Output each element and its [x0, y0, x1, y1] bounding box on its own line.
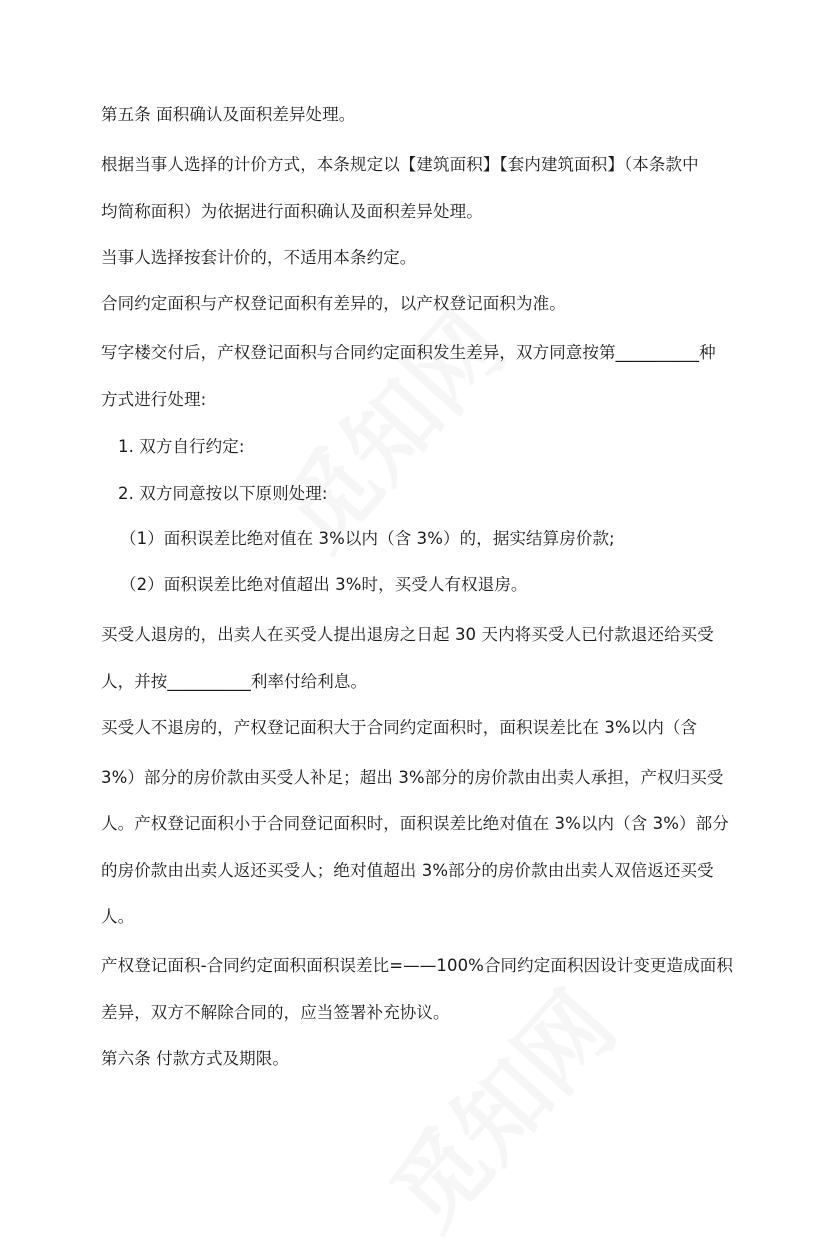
paragraph-line: 均简称面积）为依据进行面积确认及面积差异处理。: [101, 202, 483, 221]
paragraph-line: 人。产权登记面积小于合同登记面积时，面积误差比绝对值在 3%以内（含 3%）部分: [101, 814, 729, 833]
paragraph-line: 根据当事人选择的计价方式，本条规定以【建筑面积】【套内建筑面积】（本条款中: [101, 155, 699, 174]
article-6-heading: 第六条 付款方式及期限。: [101, 1049, 289, 1068]
paragraph-line: 产权登记面积-合同约定面积面积误差比=——100%合同约定面积因设计变更造成面积: [101, 956, 733, 975]
article-5-heading: 第五条 面积确认及面积差异处理。: [101, 105, 356, 124]
paragraph-line: 买受人不退房的，产权登记面积大于合同约定面积时，面积误差比在 3%以内（含: [101, 718, 698, 737]
paragraph-line: 写字楼交付后，产权登记面积与合同约定面积发生差异，双方同意按第__________种: [101, 343, 716, 362]
paragraph-line: 人，并按__________利率付给利息。: [101, 672, 368, 691]
paragraph-line: 3%）部分的房价款由买受人补足；超出 3%部分的房价款由出卖人承担，产权归买受: [101, 768, 724, 787]
paragraph-line: 合同约定面积与产权登记面积有差异的，以产权登记面积为准。: [101, 294, 566, 313]
paragraph-line: 当事人选择按套计价的，不适用本条约定。: [101, 248, 417, 267]
paragraph-line: 买受人退房的，出卖人在买受人提出退房之日起 30 天内将买受人已付款退还给买受: [101, 625, 714, 644]
list-item: 2. 双方同意按以下原则处理:: [118, 484, 328, 503]
paragraph-line: 方式进行处理:: [101, 390, 207, 409]
sub-list-item: （2）面积误差比绝对值超出 3%时，买受人有权退房。: [120, 575, 528, 594]
paragraph-line: 差异，双方不解除合同的，应当签署补充协议。: [101, 1003, 450, 1022]
list-item: 1. 双方自行约定:: [118, 437, 245, 456]
paragraph-line: 的房价款由出卖人返还买受人；绝对值超出 3%部分的房价款由出卖人双倍返还买受: [101, 861, 714, 880]
paragraph-line: 人。: [101, 907, 135, 926]
sub-list-item: （1）面积误差比绝对值在 3%以内（含 3%）的，据实结算房价款;: [120, 529, 615, 548]
